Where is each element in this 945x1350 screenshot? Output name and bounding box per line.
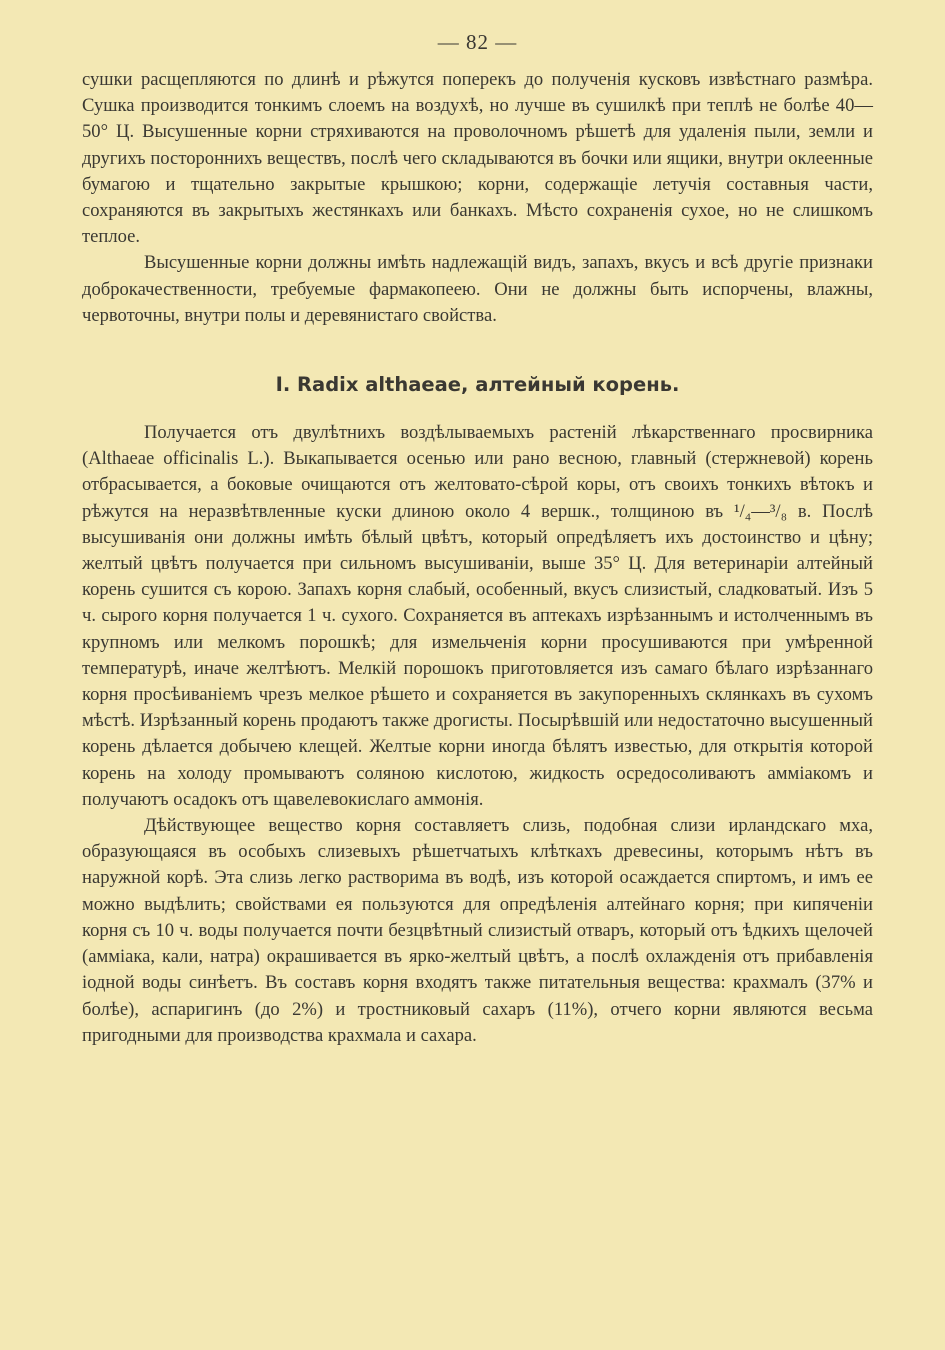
paragraph-dried-roots-quality: Высушенные корни должны имѣть надлежащій видъ, запахъ, вкусъ и всѣ другіе признаки доброкачественности, требуемые фармакопеею. Они не должны быть испорчены, влажны, червоточны, внутри полы и деревянистаго свойства. [82,252,873,326]
paragraph-althaea-preparation: Получается отъ двулѣтнихъ воздѣлываемыхъ растеній лѣкарственнаго просвирника (Althaeae officinalis L.). Выкапывается осенью или рано весною, главный (стержневой) корень отбрасывается, а боковые очищаются отъ желтовато-сѣрой коры, отъ своихъ тонкихъ вѣтокъ и рѣжутся на неразвѣтвленные куски длиною около 4 вершк., толщиною въ ¹/₄—³/₈ в. Послѣ высушиванія они должны имѣть бѣлый цвѣтъ, который опредѣляетъ ихъ достоинство и цѣну; желтый цвѣтъ получается при сильномъ высушиваніи, выше 35° Ц. Для ветеринаріи алтейный корень сушится съ корою. Запахъ корня слабый, особенный, вкусъ слизистый, сладковатый. Изъ 5 ч. сырого корня получается 1 ч. сухого. Сохраняется въ аптекахъ изрѣзаннымъ и истолченнымъ въ крупномъ или мелкомъ порошкѣ; для измельченія корни просушиваются при умѣренной температурѣ, иначе желтѣютъ. Мелкій порошокъ приготовляется изъ самаго бѣлаго изрѣзаннаго корня просѣиваніемъ чрезъ мелкое рѣшето и сохраняется въ закупоренныхъ склянкахъ въ сухомъ мѣстѣ. Изрѣзанный корень продаютъ также дрогисты. Посырѣвшій или недостаточно высушенный корень дѣлается добычею клещей. Желтые корни иногда бѣлятъ известью, для открытія которой корень на холоду промываютъ соляною кислотою, жидкость осредосоливаютъ амміакомъ и получаютъ осадокъ отъ щавелевокислаго аммонія. [82,422,873,810]
section-heading: I. Radix althaeae, алтейный корень. [275,373,680,397]
paragraph-drying-continued: сушки расщепляются по длинѣ и рѣжутся поперекъ до полученія кусковъ извѣстнаго размѣра. Сушка производится тонкимъ слоемъ на воздухѣ, но лучше въ сушилкѣ при теплѣ не болѣе 40—50° Ц. Высушенные корни стряхиваются на проволочномъ рѣшетѣ для удаленія пыли, земли и другихъ постороннихъ веществъ, послѣ чего складываются въ бочки или ящики, внутри оклеенные бумагою и тщательно закрытые крышкою; корни, содержащіе летучія составныя части, сохраняются въ закрытыхъ жестянкахъ или банкахъ. Мѣсто сохраненія сухое, но не слишкомъ теплое. [82,69,873,248]
page-number: — 82 — [437,30,518,54]
paragraph-althaea-active-substance: Дѣйствующее вещество корня составляетъ слизь, подобная слизи ирландскаго мха, образующаяся въ особыхъ слизевыхъ рѣшетчатыхъ клѣткахъ древесины, которымъ нѣтъ въ наружной корѣ. Эта слизь легко растворима въ водѣ, изъ которой осаждается спиртомъ, и имъ ее можно выдѣлить; свойствами ея пользуются для опредѣленія алтейнаго корня; при кипяченіи корня съ 10 ч. воды получается почти безцвѣтный слизистый отваръ, который отъ ѣдкихъ щелочей (амміака, кали, натра) окрашивается въ ярко-желтый цвѣтъ, а послѣ охлажденія отъ прибавленія іодной воды синѣетъ. Въ составъ корня входятъ также питательныя вещества: крахмалъ (37% и болѣе), аспаригинъ (до 2%) и тростниковый сахаръ (11%), отчего корни являются весьма пригодными для производства крахмала и сахара. [82,815,873,1046]
